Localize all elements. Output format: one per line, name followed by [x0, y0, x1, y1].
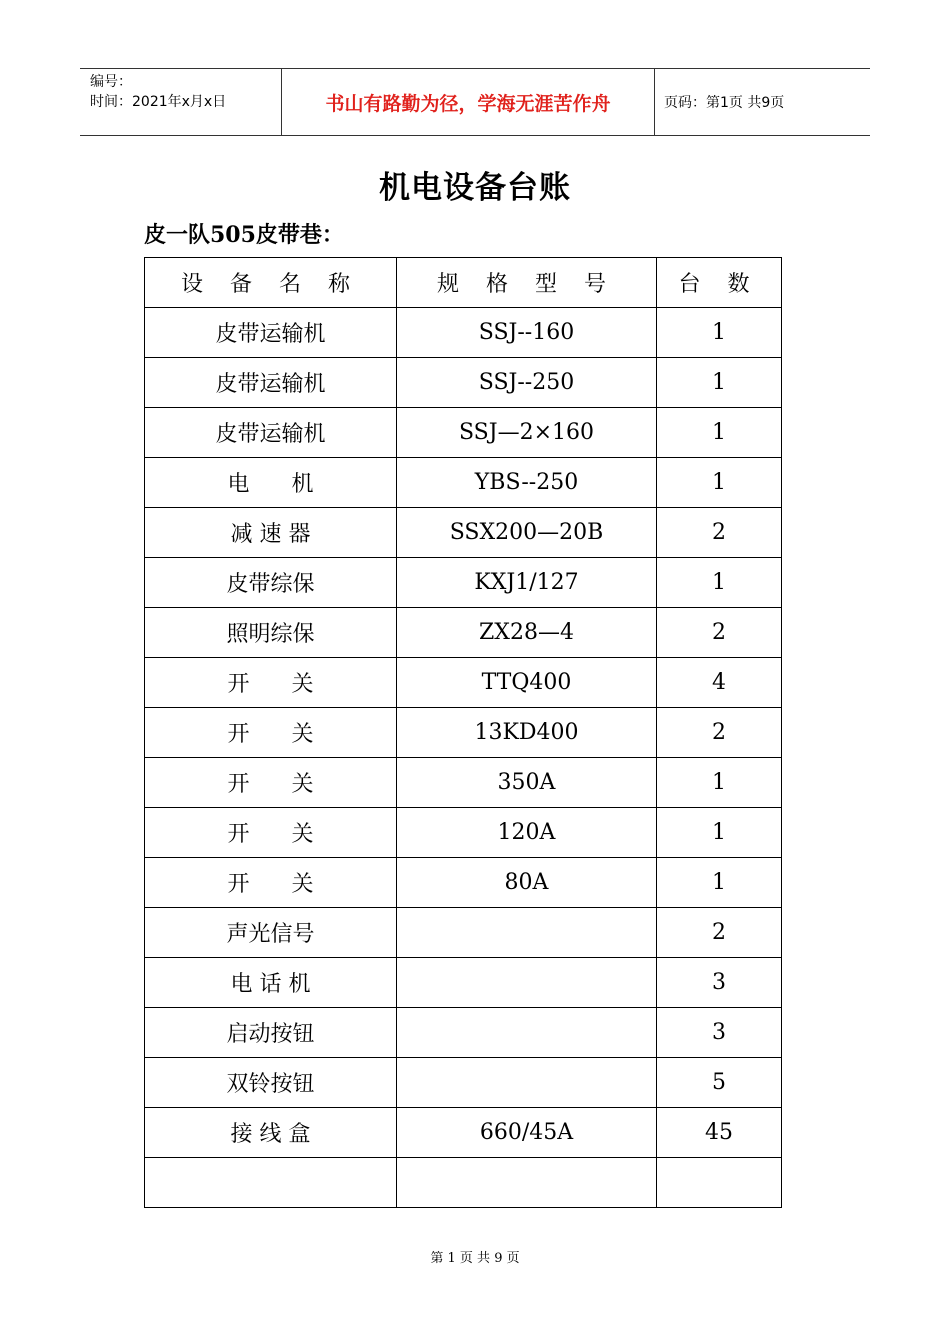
cell-model-spec: SSX200—20B — [397, 508, 657, 558]
cell-model-spec: 13KD400 — [397, 708, 657, 758]
cell-quantity: 1 — [657, 758, 782, 808]
cell-quantity: 1 — [657, 408, 782, 458]
cell-equipment-name: 皮带运输机 — [145, 308, 397, 358]
table-row — [145, 1158, 782, 1208]
header-motto: 书山有路勤为径，学海无涯苦作舟 — [282, 69, 655, 135]
cell-equipment-name: 开 关 — [145, 658, 397, 708]
cell-quantity: 2 — [657, 908, 782, 958]
cell-equipment-name: 开 关 — [145, 758, 397, 808]
table-row — [145, 308, 782, 358]
page-header — [80, 68, 870, 136]
cell-equipment-name: 开 关 — [145, 858, 397, 908]
cell-model-spec: ZX28—4 — [397, 608, 657, 658]
table-row — [145, 1008, 782, 1058]
table-row — [145, 908, 782, 958]
table-row — [145, 658, 782, 708]
cell-equipment-name: 开 关 — [145, 808, 397, 858]
cell-model-spec — [397, 958, 657, 1008]
table-body — [145, 308, 782, 1208]
header-model-spec: 规 格 型 号 — [397, 258, 657, 308]
cell-quantity: 1 — [657, 458, 782, 508]
cell-equipment-name: 启动按钮 — [145, 1008, 397, 1058]
header-quantity: 台 数 — [657, 258, 782, 308]
cell-model-spec — [397, 1008, 657, 1058]
cell-quantity: 2 — [657, 708, 782, 758]
cell-equipment-name: 双铃按钮 — [145, 1058, 397, 1108]
table-row — [145, 758, 782, 808]
header-meta — [80, 69, 282, 135]
table-row — [145, 458, 782, 508]
cell-quantity: 1 — [657, 358, 782, 408]
cell-quantity: 3 — [657, 1008, 782, 1058]
cell-quantity: 2 — [657, 608, 782, 658]
cell-equipment-name: 接 线 盒 — [145, 1108, 397, 1158]
cell-equipment-name: 皮带运输机 — [145, 358, 397, 408]
page-footer: 第 1 页 共 9 页 — [430, 1251, 520, 1266]
table-row — [145, 358, 782, 408]
table-row — [145, 608, 782, 658]
cell-quantity: 1 — [657, 308, 782, 358]
cell-model-spec: 80A — [397, 858, 657, 908]
cell-equipment-name: 开 关 — [145, 708, 397, 758]
cell-equipment-name: 电 话 机 — [145, 958, 397, 1008]
equipment-table — [144, 257, 782, 1208]
cell-quantity: 1 — [657, 558, 782, 608]
cell-model-spec: 660/45A — [397, 1108, 657, 1158]
cell-quantity: 3 — [657, 958, 782, 1008]
time-label: 时间：2021年x月x日 — [90, 94, 227, 110]
cell-equipment-name: 皮带综保 — [145, 558, 397, 608]
table-row — [145, 858, 782, 908]
cell-equipment-name: 减 速 器 — [145, 508, 397, 558]
table-row — [145, 708, 782, 758]
cell-model-spec: TTQ400 — [397, 658, 657, 708]
cell-equipment-name: 皮带运输机 — [145, 408, 397, 458]
table-row — [145, 408, 782, 458]
cell-model-spec: 120A — [397, 808, 657, 858]
header-page-info: 页码：第1页 共9页 — [664, 95, 785, 111]
cell-quantity: 5 — [657, 1058, 782, 1108]
cell-equipment-name — [145, 1158, 397, 1208]
cell-model-spec: SSJ--250 — [397, 358, 657, 408]
cell-model-spec: SSJ--160 — [397, 308, 657, 358]
table-row — [145, 558, 782, 608]
cell-model-spec: SSJ—2×160 — [397, 408, 657, 458]
cell-equipment-name: 电 机 — [145, 458, 397, 508]
cell-equipment-name: 照明综保 — [145, 608, 397, 658]
table-row — [145, 508, 782, 558]
cell-model-spec — [397, 1058, 657, 1108]
table-row — [145, 1108, 782, 1158]
table-row — [145, 958, 782, 1008]
document-title: 机电设备台账 — [379, 170, 571, 206]
table-header-row — [145, 258, 782, 308]
cell-model-spec: KXJ1/127 — [397, 558, 657, 608]
cell-model-spec: 350A — [397, 758, 657, 808]
table-row — [145, 1058, 782, 1108]
cell-quantity: 45 — [657, 1108, 782, 1158]
cell-equipment-name: 声光信号 — [145, 908, 397, 958]
cell-model-spec — [397, 1158, 657, 1208]
cell-model-spec — [397, 908, 657, 958]
cell-quantity: 4 — [657, 658, 782, 708]
cell-model-spec: YBS--250 — [397, 458, 657, 508]
cell-quantity: 2 — [657, 508, 782, 558]
cell-quantity: 1 — [657, 858, 782, 908]
cell-quantity: 1 — [657, 808, 782, 858]
table-row — [145, 808, 782, 858]
section-subtitle: 皮一队505皮带巷： — [144, 222, 344, 248]
serial-label: 编号： — [90, 74, 132, 90]
cell-quantity — [657, 1158, 782, 1208]
header-equipment-name: 设 备 名 称 — [145, 258, 397, 308]
